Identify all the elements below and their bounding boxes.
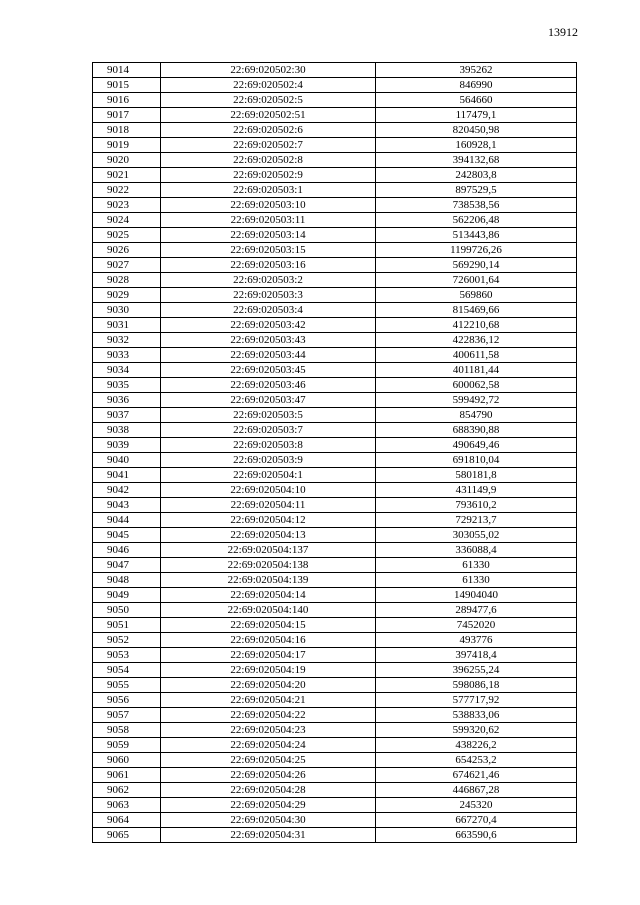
table-row (93, 228, 577, 243)
table-row (93, 108, 577, 123)
cadastral-number-cell: 22:69:020504:22 (161, 708, 376, 723)
table-row (93, 198, 577, 213)
cadastral-number-cell: 22:69:020502:5 (161, 93, 376, 108)
row-number-cell: 9018 (93, 123, 161, 138)
table-row (93, 663, 577, 678)
row-number-cell: 9048 (93, 573, 161, 588)
value-cell: 663590,6 (376, 828, 577, 843)
row-number-cell: 9033 (93, 348, 161, 363)
value-cell: 61330 (376, 558, 577, 573)
registry-table (92, 62, 577, 843)
table-row (93, 723, 577, 738)
cadastral-number-cell: 22:69:020503:4 (161, 303, 376, 318)
value-cell: 395262 (376, 63, 577, 78)
row-number-cell: 9030 (93, 303, 161, 318)
row-number-cell: 9057 (93, 708, 161, 723)
row-number-cell: 9034 (93, 363, 161, 378)
value-cell: 422836,12 (376, 333, 577, 348)
value-cell: 61330 (376, 573, 577, 588)
value-cell: 412210,68 (376, 318, 577, 333)
value-cell: 513443,86 (376, 228, 577, 243)
value-cell: 303055,02 (376, 528, 577, 543)
row-number-cell: 9056 (93, 693, 161, 708)
cadastral-number-cell: 22:69:020502:8 (161, 153, 376, 168)
row-number-cell: 9058 (93, 723, 161, 738)
row-number-cell: 9045 (93, 528, 161, 543)
registry-table-body (93, 63, 577, 843)
table-row (93, 123, 577, 138)
row-number-cell: 9025 (93, 228, 161, 243)
table-row (93, 708, 577, 723)
row-number-cell: 9020 (93, 153, 161, 168)
row-number-cell: 9031 (93, 318, 161, 333)
row-number-cell: 9038 (93, 423, 161, 438)
value-cell: 738538,56 (376, 198, 577, 213)
value-cell: 793610,2 (376, 498, 577, 513)
row-number-cell: 9032 (93, 333, 161, 348)
cadastral-number-cell: 22:69:020504:29 (161, 798, 376, 813)
cadastral-number-cell: 22:69:020503:46 (161, 378, 376, 393)
value-cell: 846990 (376, 78, 577, 93)
table-row (93, 333, 577, 348)
cadastral-number-cell: 22:69:020504:30 (161, 813, 376, 828)
table-row (93, 693, 577, 708)
cadastral-number-cell: 22:69:020504:21 (161, 693, 376, 708)
cadastral-number-cell: 22:69:020502:6 (161, 123, 376, 138)
cadastral-number-cell: 22:69:020504:1 (161, 468, 376, 483)
value-cell: 599320,62 (376, 723, 577, 738)
value-cell: 577717,92 (376, 693, 577, 708)
row-number-cell: 9060 (93, 753, 161, 768)
table-row (93, 543, 577, 558)
cadastral-number-cell: 22:69:020502:9 (161, 168, 376, 183)
table-row (93, 288, 577, 303)
row-number-cell: 9047 (93, 558, 161, 573)
cadastral-number-cell: 22:69:020503:42 (161, 318, 376, 333)
value-cell: 336088,4 (376, 543, 577, 558)
table-row (93, 633, 577, 648)
table-row (93, 483, 577, 498)
value-cell: 117479,1 (376, 108, 577, 123)
table-row (93, 423, 577, 438)
table-row (93, 183, 577, 198)
cadastral-number-cell: 22:69:020504:28 (161, 783, 376, 798)
value-cell: 490649,46 (376, 438, 577, 453)
table-row (93, 648, 577, 663)
cadastral-number-cell: 22:69:020504:140 (161, 603, 376, 618)
row-number-cell: 9021 (93, 168, 161, 183)
row-number-cell: 9040 (93, 453, 161, 468)
cadastral-number-cell: 22:69:020503:7 (161, 423, 376, 438)
value-cell: 242803,8 (376, 168, 577, 183)
row-number-cell: 9054 (93, 663, 161, 678)
cadastral-number-cell: 22:69:020502:30 (161, 63, 376, 78)
row-number-cell: 9039 (93, 438, 161, 453)
table-row (93, 153, 577, 168)
table-row (93, 618, 577, 633)
value-cell: 674621,46 (376, 768, 577, 783)
value-cell: 815469,66 (376, 303, 577, 318)
value-cell: 289477,6 (376, 603, 577, 618)
row-number-cell: 9027 (93, 258, 161, 273)
value-cell: 538833,06 (376, 708, 577, 723)
cadastral-number-cell: 22:69:020504:12 (161, 513, 376, 528)
table-row (93, 273, 577, 288)
value-cell: 493776 (376, 633, 577, 648)
value-cell: 431149,9 (376, 483, 577, 498)
row-number-cell: 9059 (93, 738, 161, 753)
cadastral-number-cell: 22:69:020503:1 (161, 183, 376, 198)
cadastral-number-cell: 22:69:020503:5 (161, 408, 376, 423)
table-row (93, 498, 577, 513)
value-cell: 160928,1 (376, 138, 577, 153)
value-cell: 691810,04 (376, 453, 577, 468)
table-row (93, 513, 577, 528)
value-cell: 401181,44 (376, 363, 577, 378)
cadastral-number-cell: 22:69:020503:45 (161, 363, 376, 378)
table-row (93, 558, 577, 573)
value-cell: 600062,58 (376, 378, 577, 393)
table-row (93, 798, 577, 813)
table-row (93, 438, 577, 453)
table-row (93, 603, 577, 618)
table-row (93, 573, 577, 588)
value-cell: 897529,5 (376, 183, 577, 198)
cadastral-number-cell: 22:69:020503:11 (161, 213, 376, 228)
row-number-cell: 9023 (93, 198, 161, 213)
table-row (93, 258, 577, 273)
value-cell: 446867,28 (376, 783, 577, 798)
row-number-cell: 9036 (93, 393, 161, 408)
value-cell: 729213,7 (376, 513, 577, 528)
value-cell: 7452020 (376, 618, 577, 633)
cadastral-number-cell: 22:69:020504:139 (161, 573, 376, 588)
row-number-cell: 9052 (93, 633, 161, 648)
row-number-cell: 9019 (93, 138, 161, 153)
table-row (93, 93, 577, 108)
row-number-cell: 9055 (93, 678, 161, 693)
row-number-cell: 9050 (93, 603, 161, 618)
table-row (93, 813, 577, 828)
row-number-cell: 9049 (93, 588, 161, 603)
cadastral-number-cell: 22:69:020504:25 (161, 753, 376, 768)
table-row (93, 348, 577, 363)
table-row (93, 393, 577, 408)
table-row (93, 783, 577, 798)
cadastral-number-cell: 22:69:020503:47 (161, 393, 376, 408)
row-number-cell: 9044 (93, 513, 161, 528)
value-cell: 400611,58 (376, 348, 577, 363)
row-number-cell: 9062 (93, 783, 161, 798)
value-cell: 562206,48 (376, 213, 577, 228)
row-number-cell: 9014 (93, 63, 161, 78)
value-cell: 667270,4 (376, 813, 577, 828)
value-cell: 688390,88 (376, 423, 577, 438)
table-row (93, 468, 577, 483)
cadastral-number-cell: 22:69:020502:4 (161, 78, 376, 93)
table-row (93, 678, 577, 693)
table-row (93, 753, 577, 768)
cadastral-number-cell: 22:69:020503:14 (161, 228, 376, 243)
row-number-cell: 9043 (93, 498, 161, 513)
cadastral-number-cell: 22:69:020503:16 (161, 258, 376, 273)
table-row (93, 303, 577, 318)
page-number: 13912 (548, 25, 578, 39)
table-row (93, 768, 577, 783)
value-cell: 438226,2 (376, 738, 577, 753)
row-number-cell: 9035 (93, 378, 161, 393)
row-number-cell: 9053 (93, 648, 161, 663)
cadastral-number-cell: 22:69:020504:20 (161, 678, 376, 693)
row-number-cell: 9046 (93, 543, 161, 558)
row-number-cell: 9024 (93, 213, 161, 228)
cadastral-number-cell: 22:69:020504:31 (161, 828, 376, 843)
cadastral-number-cell: 22:69:020504:14 (161, 588, 376, 603)
cadastral-number-cell: 22:69:020504:10 (161, 483, 376, 498)
table-row (93, 453, 577, 468)
value-cell: 1199726,26 (376, 243, 577, 258)
table-row (93, 363, 577, 378)
cadastral-number-cell: 22:69:020504:16 (161, 633, 376, 648)
row-number-cell: 9037 (93, 408, 161, 423)
row-number-cell: 9064 (93, 813, 161, 828)
cadastral-number-cell: 22:69:020503:8 (161, 438, 376, 453)
value-cell: 396255,24 (376, 663, 577, 678)
row-number-cell: 9026 (93, 243, 161, 258)
cadastral-number-cell: 22:69:020504:13 (161, 528, 376, 543)
table-row (93, 408, 577, 423)
value-cell: 397418,4 (376, 648, 577, 663)
cadastral-number-cell: 22:69:020503:3 (161, 288, 376, 303)
value-cell: 564660 (376, 93, 577, 108)
row-number-cell: 9051 (93, 618, 161, 633)
table-row (93, 168, 577, 183)
row-number-cell: 9015 (93, 78, 161, 93)
row-number-cell: 9065 (93, 828, 161, 843)
value-cell: 820450,98 (376, 123, 577, 138)
row-number-cell: 9061 (93, 768, 161, 783)
table-row (93, 528, 577, 543)
cadastral-number-cell: 22:69:020502:51 (161, 108, 376, 123)
table-row (93, 138, 577, 153)
row-number-cell: 9041 (93, 468, 161, 483)
cadastral-number-cell: 22:69:020503:2 (161, 273, 376, 288)
cadastral-number-cell: 22:69:020504:26 (161, 768, 376, 783)
value-cell: 14904040 (376, 588, 577, 603)
value-cell: 599492,72 (376, 393, 577, 408)
cadastral-number-cell: 22:69:020504:19 (161, 663, 376, 678)
cadastral-number-cell: 22:69:020504:23 (161, 723, 376, 738)
cadastral-number-cell: 22:69:020504:17 (161, 648, 376, 663)
row-number-cell: 9022 (93, 183, 161, 198)
table-row (93, 213, 577, 228)
cadastral-number-cell: 22:69:020503:44 (161, 348, 376, 363)
table-row (93, 78, 577, 93)
cadastral-number-cell: 22:69:020503:10 (161, 198, 376, 213)
cadastral-number-cell: 22:69:020504:24 (161, 738, 376, 753)
row-number-cell: 9029 (93, 288, 161, 303)
value-cell: 580181,8 (376, 468, 577, 483)
value-cell: 598086,18 (376, 678, 577, 693)
table-row (93, 378, 577, 393)
cadastral-number-cell: 22:69:020503:43 (161, 333, 376, 348)
value-cell: 569290,14 (376, 258, 577, 273)
cadastral-number-cell: 22:69:020504:138 (161, 558, 376, 573)
row-number-cell: 9042 (93, 483, 161, 498)
cadastral-number-cell: 22:69:020504:11 (161, 498, 376, 513)
value-cell: 569860 (376, 288, 577, 303)
table-row (93, 243, 577, 258)
row-number-cell: 9017 (93, 108, 161, 123)
cadastral-number-cell: 22:69:020503:9 (161, 453, 376, 468)
cadastral-number-cell: 22:69:020504:15 (161, 618, 376, 633)
row-number-cell: 9063 (93, 798, 161, 813)
row-number-cell: 9028 (93, 273, 161, 288)
cadastral-number-cell: 22:69:020502:7 (161, 138, 376, 153)
table-row (93, 588, 577, 603)
table-row (93, 738, 577, 753)
value-cell: 394132,68 (376, 153, 577, 168)
table-row (93, 828, 577, 843)
value-cell: 726001,64 (376, 273, 577, 288)
value-cell: 245320 (376, 798, 577, 813)
value-cell: 854790 (376, 408, 577, 423)
cadastral-number-cell: 22:69:020504:137 (161, 543, 376, 558)
table-row (93, 63, 577, 78)
table-row (93, 318, 577, 333)
cadastral-number-cell: 22:69:020503:15 (161, 243, 376, 258)
value-cell: 654253,2 (376, 753, 577, 768)
row-number-cell: 9016 (93, 93, 161, 108)
